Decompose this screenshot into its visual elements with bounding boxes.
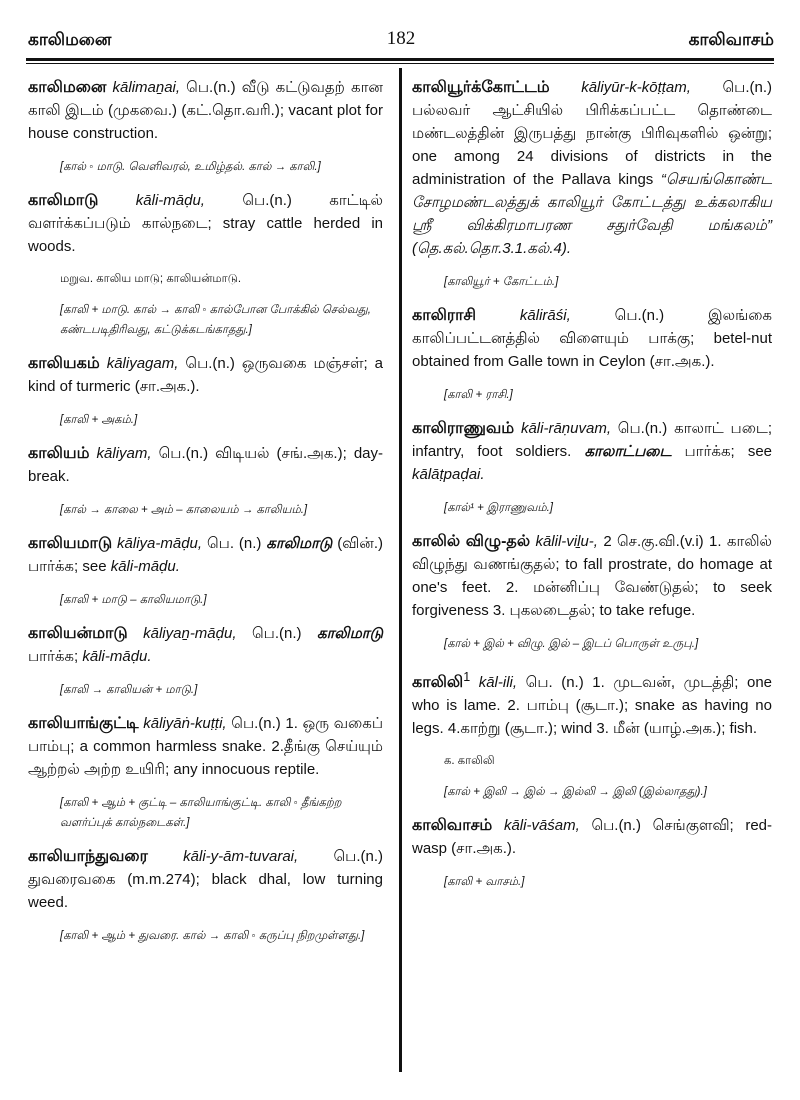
definition: பெ.(n.) காலாட் படை; infantry, foot soldiers. xyxy=(412,420,772,460)
entry xyxy=(28,622,383,668)
definition: பெ.(n.) 1. ஒரு வகைப் பாம்பு; a common harmless snake. 2.தீங்கு செய்யும் ஆற்றல் அற்ற உயிரி; any innocuous reptile. xyxy=(28,715,384,778)
cross-reference-translit: kālāṭpaḍai. xyxy=(412,466,485,483)
cross-reference-translit: kāli-māḍu. xyxy=(82,648,152,665)
homonym-number: 1 xyxy=(463,670,471,684)
right-column xyxy=(412,76,772,904)
definition-cont: (வின்.) பார்க்க; see xyxy=(28,535,383,575)
headword: காலியமாடு xyxy=(28,535,113,552)
headword: காலிராசி xyxy=(412,307,477,324)
etymology: [காலி + வாசம்.] xyxy=(444,876,525,888)
headword: காலிவாசம் xyxy=(412,817,493,834)
transliteration: kāli-māḍu, xyxy=(135,192,205,209)
transliteration: kāliya-māḍu, xyxy=(117,535,203,552)
definition: பெ.(n.) xyxy=(252,625,302,642)
definition: பெ.(n.) விடியல் (சங்.அக.); day-break. xyxy=(28,445,383,485)
entry xyxy=(28,352,383,398)
transliteration: kāli-rāṇuvam, xyxy=(520,420,611,437)
transliteration: kālirāśi, xyxy=(519,307,571,324)
etymology: [காலி + மாடு – காலியமாடு.] xyxy=(60,594,207,606)
transliteration: kāliyāṅ-kuṭṭi, xyxy=(143,715,227,732)
entry xyxy=(412,304,772,373)
entry xyxy=(412,530,772,622)
definition: பெ.(n.) ஒருவகை மஞ்சள்; a kind of turmeric (சா.அக.). xyxy=(28,355,383,395)
entry xyxy=(412,814,772,860)
definition: பெ.(n.) இலங்கை காலிப்பட்டனத்தில் விளையும் பாக்கு; betel-nut obtained from Galle town in Ceylon (சா.அக.). xyxy=(412,307,772,370)
entry xyxy=(28,845,383,914)
headword: காலியாங்குட்டி xyxy=(28,715,139,732)
headword: காலிமாடு xyxy=(28,192,99,209)
header-last-word: காலிவாசம் xyxy=(688,30,774,49)
etymology: [கால் ◦ மாடு. வெளிவரல், உமிழ்தல். கால் → காலி.] xyxy=(60,161,321,173)
cognate-note: க. காலிலி xyxy=(444,755,495,767)
transliteration: kāli-vāśam, xyxy=(503,817,580,834)
transliteration: kālil-viḻu-, xyxy=(535,533,598,550)
etymology: [கால் + இலி → இல் → இல்லி → இலி (இல்லாதது).] xyxy=(444,786,707,798)
entry xyxy=(28,76,383,145)
definition: பெ.(n.) பல்லவர் ஆட்சியில் பிரிக்கப்பட்ட தொண்டை மண்டலத்தின் இருபத்து நான்கு பிரிவுகளில் ஒன்று; one among 24 divisions of districts in the administration of the Pallava kings xyxy=(412,79,772,188)
entry xyxy=(28,189,383,258)
cross-reference: காலிமாடு xyxy=(317,625,384,642)
page-number: 182 xyxy=(386,28,416,49)
header-rule-thin xyxy=(26,63,774,64)
etymology: [கால்¹ + இராணுவம்.] xyxy=(444,502,553,514)
headword: காலிலி xyxy=(412,674,464,691)
headword: காலிமனை xyxy=(28,79,107,96)
inscription-quote: “செயங்கொண்ட சோழமண்டலத்துக் காலியூர் கோட்டத்து உக்கலாகிய ஸ்ரீ விக்கிரமாபரண சதுர்வேதி மங்கலம்” xyxy=(412,171,773,234)
header-first-word: காலிமனை xyxy=(28,30,112,49)
etymology: [காலியூர் + கோட்டம்.] xyxy=(444,276,559,288)
headword: காலியன்மாடு xyxy=(28,625,128,642)
entry xyxy=(28,442,383,488)
etymology: [காலி + ஆம் + துவரை. கால் → காலி ◦ கருப்பு நிறமுள்ளது.] xyxy=(60,930,365,942)
headword: காலிராணுவம் xyxy=(412,420,515,437)
definition: பெ.(n.) துவரைவகை (m.m.274); black dhal, low turning weed. xyxy=(28,848,383,911)
definition: 2 செ.கு.வி.(v.i) 1. காலில் விழுந்து வணங்குதல்; to fall prostrate, do homage at one's feet. 2. மன்னிப்பு வேண்டுதல்; to seek forgiveness 3. புகலடைதல்; to take refuge. xyxy=(412,533,773,619)
definition: பெ. (n.) xyxy=(206,535,262,552)
definition: பெ.(n.) செங்குளவி; red-wasp (சா.அக.). xyxy=(412,817,773,857)
etymology: [காலி + ராசி.] xyxy=(444,389,513,401)
etymology: [காலி + ஆம் + குட்டி – காலியாங்குட்டி. காலி ◦ தீங்கற்ற வளர்ப்புக் கால்நடைகள்.] xyxy=(60,797,342,829)
running-header xyxy=(28,30,774,60)
transliteration: kāliyam, xyxy=(96,445,152,462)
transliteration: kāliyagam, xyxy=(106,355,179,372)
definition: பெ.(n.) வீடு கட்டுவதற் கான காலி இடம் (முகவை.) (கட்.தொ.வரி.); vacant plot for house construction. xyxy=(28,79,383,142)
transliteration: kāli-y-ām-tuvarai, xyxy=(183,848,299,865)
column-divider xyxy=(399,68,402,1072)
left-column xyxy=(28,76,383,958)
definition: பெ. (n.) 1. முடவன், முடத்தி; one who is lame. 2. பாம்பு (சூடா.); snake as having no legs. 4.காற்று (சூடா.); wind 3. மீன் (யாழ்.அக.); fish. xyxy=(412,674,773,737)
etymology: [கால் → காலை + அம் – காலையம் → காலியம்.] xyxy=(60,504,308,516)
entry xyxy=(28,532,383,578)
etymology: [காலி + மாடு. கால் → காலி ◦ கால்போன போக்கில் செல்வது, கண்டபடிதிரிவது, கட்டுக்கடங்காதது.] xyxy=(60,304,371,336)
etymology: [காலி → காலியன் + மாடு.] xyxy=(60,684,198,696)
transliteration: kāl-ili, xyxy=(478,674,518,691)
header-rule xyxy=(26,58,774,61)
headword: காலியம் xyxy=(28,445,90,462)
definition: பெ.(n.) காட்டில் வளர்க்கப்படும் கால்நடை; stray cattle herded in woods. xyxy=(28,192,383,255)
cross-reference: காலாட்படை xyxy=(584,443,672,460)
headword: காலியகம் xyxy=(28,355,100,372)
cross-reference: காலிமாடு xyxy=(266,535,333,552)
definition-cont: பார்க்க; xyxy=(28,648,79,665)
transliteration: kāliyūr-k-kōṭṭam, xyxy=(581,79,691,96)
entry xyxy=(28,712,383,781)
headword: காலியூர்க்கோட்டம் xyxy=(412,79,550,96)
etymology: [கால் + இல் + விழு. இல் – இடப் பொருள் உருபு.] xyxy=(444,638,699,650)
definition-cont: பார்க்க; see xyxy=(684,443,773,460)
quote-source: (தெ.கல்.தொ.3.1.கல்.4). xyxy=(412,240,572,257)
entry xyxy=(412,76,772,260)
entry xyxy=(412,417,772,486)
transliteration: kāliyaṉ-māḍu, xyxy=(143,625,237,642)
entry xyxy=(412,666,772,740)
headword: காலில் விழு-தல் xyxy=(412,533,531,550)
variant-note: மறுவ. காலிய மாடு; காலியன்மாடு. xyxy=(60,273,242,285)
headword: காலியாந்துவரை xyxy=(28,848,148,865)
cross-reference-translit: kāli-māḍu. xyxy=(110,558,180,575)
etymology: [காலி + அகம்.] xyxy=(60,414,138,426)
transliteration: kālimaṉai, xyxy=(112,79,181,96)
